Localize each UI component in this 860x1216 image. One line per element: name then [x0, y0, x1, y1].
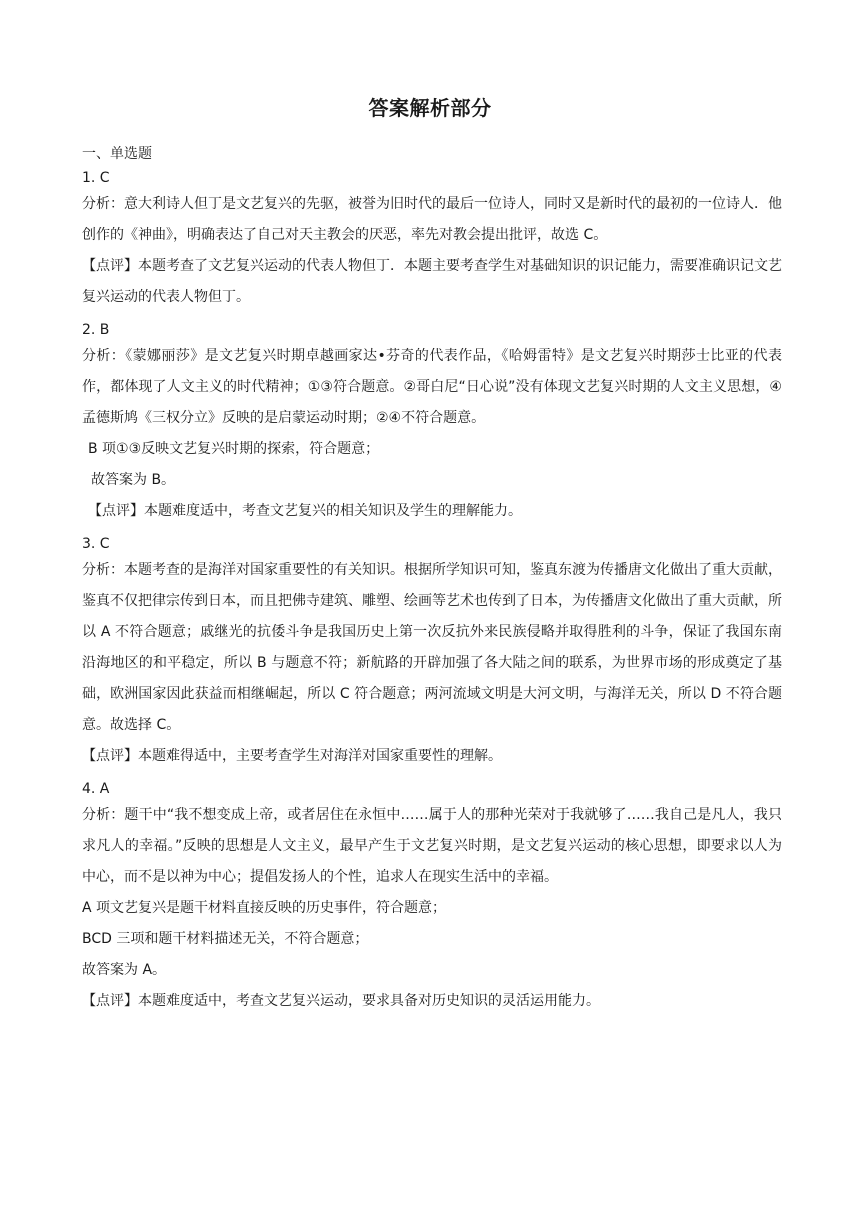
- comment-text: 【点评】本题考查了文艺复兴运动的代表人物但丁．本题主要考查学生对基础知识的识记能力，需要准确识记文艺复兴运动的代表人物但丁。: [82, 258, 782, 305]
- comment-text: 【点评】本题难得适中，主要考查学生对海洋对国家重要性的理解。: [82, 748, 502, 764]
- question-number: 1. C: [82, 170, 110, 186]
- comment-text: 【点评】本题难度适中，考查文艺复兴的相关知识及学生的理解能力。: [88, 503, 522, 519]
- option-note: A 项文艺复兴是题干材料直接反映的历史事件，符合题意；: [82, 900, 447, 916]
- comment-text: 【点评】本题难度适中，考查文艺复兴运动，要求具备对历史知识的灵活运用能力。: [82, 993, 600, 1009]
- analysis-text: 分析：意大利诗人但丁是文艺复兴的先驱，被誉为旧时代的最后一位诗人，同时又是新时代的最初的一位诗人．他创作的《神曲》，明确表达了自己对天主教会的厌恶，率先对教会提出批评，故选 C。: [82, 196, 782, 243]
- question-number: 2. B: [82, 322, 110, 338]
- answer-note: 故答案为 A。: [82, 962, 167, 978]
- analysis-text: 分析：《蒙娜丽莎》是文艺复兴时期卓越画家达•芬奇的代表作品，《哈姆雷特》是文艺复兴时期莎士比亚的代表作，都体现了人文主义的时代精神；①③符合题意。②哥白尼“日心说”没有体现文艺复兴时期的人文主义思想，④孟德斯鸠《三权分立》反映的是启蒙运动时期；②④不符合题意。: [82, 348, 782, 426]
- analysis-text: 分析：题干中“我不想变成上帝，或者居住在永恒中……属于人的那种光荣对于我就够了……我自己是凡人，我只求凡人的幸福。”反映的思想是人文主义，最早产生于文艺复兴时期，是文艺复兴运动的核心思想，即要求以人为中心，而不是以神为中心；提倡发扬人的个性，追求人在现实生活中的幸福。: [82, 807, 782, 885]
- question-block: [82, 778, 782, 1017]
- answer-note: 故答案为 B。: [91, 472, 176, 488]
- answer-list: [82, 158, 782, 1017]
- question-block: [82, 319, 782, 527]
- section-heading: 一、单选题: [82, 146, 152, 162]
- question-number: 3. C: [82, 536, 110, 552]
- option-note: BCD 三项和题干材料描述无关，不符合题意；: [82, 931, 369, 947]
- question-block: [82, 533, 782, 772]
- question-block: [82, 167, 782, 313]
- analysis-text: 分析：本题考查的是海洋对国家重要性的有关知识。根据所学知识可知，鉴真东渡为传播唐文化做出了重大贡献，鉴真不仅把律宗传到日本，而且把佛寺建筑、雕塑、绘画等艺术也传到了日本，为传播唐文化做出了重大贡献，所以 A 不符合题意；戚继光的抗倭斗争是我国历史上第一次反抗外来民族侵略并取得胜利的斗争，保证了我国东南沿海地区的和平稳定，所以 B 与题意不符；新航路的开辟加强了各大陆之间的联系，为世界市场的形成奠定了基础，欧洲国家因此获益而相继崛起，所以 C 符合题意；两河流域文明是大河文明，与海洋无关，所以 D 不符合题意。故选择 C。: [82, 562, 782, 733]
- question-number: 4. A: [82, 781, 110, 797]
- page-title: 答案解析部分: [368, 96, 492, 120]
- option-note: B 项①③反映文艺复兴时期的探索，符合题意；: [88, 441, 380, 457]
